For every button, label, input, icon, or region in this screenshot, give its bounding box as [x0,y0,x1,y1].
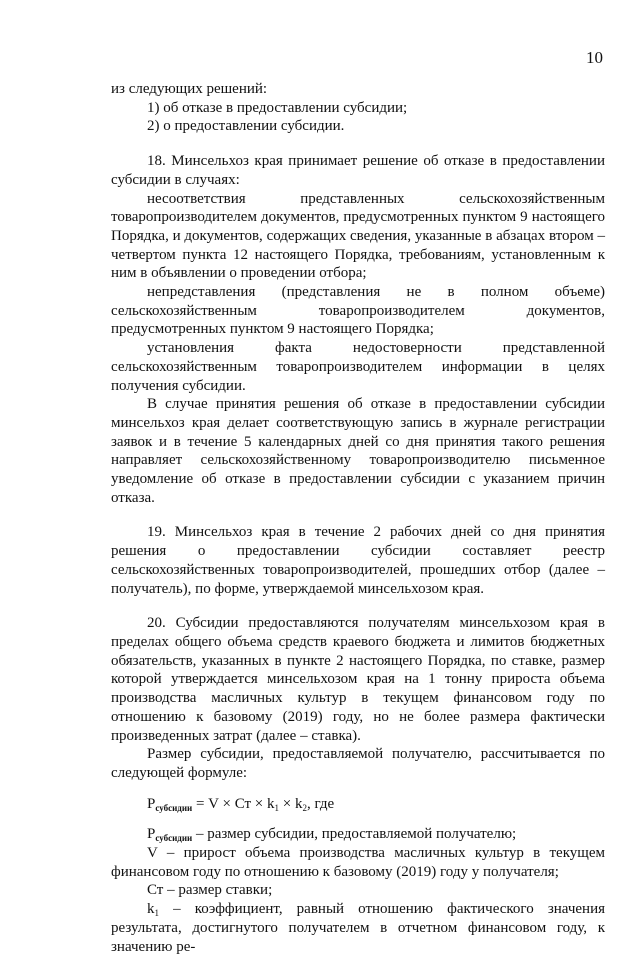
formula-k1-subscript: 1 [274,802,280,813]
clause-18-heading: 18. Минсельхоз края принимает решение об отказе в предоставлении субсидии в случаях: [111,153,605,188]
intro-lead: из следующих решений: [111,81,268,97]
legend-k1-subscript: 1 [154,908,159,919]
legend-v: V – прирост объема производства масличных культур в текущем финансовом году по отношению к базовому (2019) году у получателя; [111,845,605,880]
formula-expression: = V × Ст × k [192,795,275,812]
decision-option-1: 1) об отказе в предоставлении субсидии; [147,99,408,116]
formula-expression-end: , где [307,795,335,812]
clause-18-case-1: несоответствия представленных сельскохозяйственным товаропроизводителем документов, предусмотренных пунктом 9 настоящего Порядка, и документов, содержащих сведения, указанные в абзацах втором – четвертом пункта 12 настоящего Порядка, требованиям, установленным к ним в объявлении о проведении отбора; [111,190,605,282]
clause-18-case-2: непредставления (представления не в полном объеме) сельскохозяйственным товаропроизводителем документов, предусмотренных пунктом 9 настоящего Порядка; [111,284,605,338]
formula-symbol-subscript: субсидии [155,802,193,813]
legend-k1 [111,900,605,956]
legend-p-symbol: P [147,826,156,843]
formula-intro: Размер субсидии, предоставляемой получателю, рассчитывается по следующей формуле: [111,746,605,781]
legend-p-text: – размер субсидии, предоставляемой получателю; [192,826,517,843]
legend-k1-symbol: k [147,901,155,918]
legend-k1-text: – коэффициент, равный отношению фактического значения результата, достигнутого получателем в отчетном финансовом году, к значению ре- [111,901,605,955]
document-body [111,80,605,956]
formula-expression-mid: × k [279,795,303,812]
subsidy-formula [111,795,605,814]
decision-option-2: 2) о предоставлении субсидии. [147,118,345,135]
clause-20-text: 20. Субсидии предоставляются получателям минсельхозом края в пределах общего объема средств краевого бюджета и лимитов бюджетных обязательств, указанных в пункте 2 настоящего Порядка, по ставке, размер которой утверждается минсельхозом края на 1 тонну прироста объема производства масличных культур в текущем финансовом году по отношению к базовому (2019) году, но не более размера фактически произведенных затрат (далее – ставка). [111,615,605,744]
page-number: 10 [586,48,603,67]
legend-p-subsidy [111,825,605,844]
clause-18-notice: В случае принятия решения об отказе в предоставлении субсидии минсельхоз края делает соответствующую запись в журнале регистрации заявок и в течение 5 календарных дней со дня принятия такого решения направляет сельскохозяйственному товаропроизводителю письменное уведомление об отказе в предоставлении субсидии с указанием причин отказа. [111,396,605,506]
clause-18-case-3: установления факта недостоверности представленной сельскохозяйственным товаропроизводителем информации в целях получения субсидии. [111,340,605,394]
formula-symbol: P [147,795,156,812]
legend-st: Ст – размер ставки; [147,882,273,899]
clause-19-text: 19. Минсельхоз края в течение 2 рабочих дней со дня принятия решения о предоставлении субсидии составляет реестр сельскохозяйственных товаропроизводителей, прошедших отбор (далее – получатель), по форме, утверждаемой минсельхозом края. [111,524,605,597]
formula-k2-subscript: 2 [302,802,307,813]
legend-p-subscript: субсидии [155,833,193,844]
